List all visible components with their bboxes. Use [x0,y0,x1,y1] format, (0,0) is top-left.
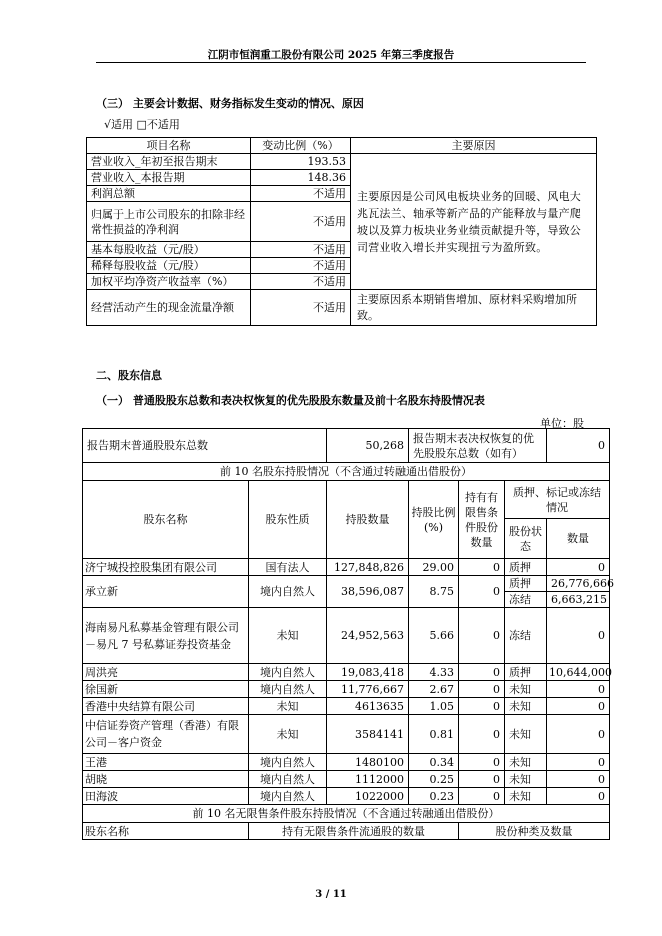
shareholder-nature: 境内自然人 [249,788,327,805]
shareholder-nature: 未知 [249,608,327,664]
shareholder-nature: 未知 [249,698,327,715]
page-number: 3 / 11 [315,889,347,900]
share-status: 质押 [505,576,547,592]
holding-quantity: 1022000 [327,788,409,805]
restricted-shares: 0 [459,681,505,698]
share-amount: 0 [547,754,610,771]
table-row [87,290,597,326]
shareholder-name: 田海波 [83,788,249,805]
section-2-subtitle: （一） 普通股股东总数和表决权恢复的优先股股东数量及前十名股东持股情况表 [96,394,485,407]
holding-quantity: 1112000 [327,771,409,788]
top10-title-row [83,463,610,481]
total-shareholders-row [83,429,610,463]
table-row [83,698,610,715]
holding-percent: 0.25 [409,771,459,788]
share-amount: 10,644,000 [547,664,610,681]
change-ratio: 不适用 [251,274,351,290]
share-status: 质押 [505,664,547,681]
share-status: 质押 [505,559,547,576]
item-name: 加权平均净资产收益率（%） [87,274,251,290]
shareholder-name: 香港中央结算有限公司 [83,698,249,715]
shareholder-nature: 未知 [249,715,327,754]
unrestricted-col-type: 股份种类及数量 [459,823,610,840]
holding-quantity: 19,083,418 [327,664,409,681]
item-name: 经营活动产生的现金流量净额 [87,290,251,326]
table-row [87,154,597,170]
change-ratio: 不适用 [251,242,351,258]
holding-percent: 0.81 [409,715,459,754]
item-name: 稀释每股收益（元/股） [87,258,251,274]
shareholder-nature: 国有法人 [249,559,327,576]
share-status: 未知 [505,681,547,698]
holding-quantity: 127,848,826 [327,559,409,576]
holding-quantity: 1480100 [327,754,409,771]
shareholders-table [82,428,614,840]
col-holding-percent: 持股比例(%) [409,481,459,559]
table-row [83,715,610,754]
table-row [83,576,610,592]
holding-percent: 0.34 [409,754,459,771]
unit-label: 单位：股 [540,417,584,430]
change-ratio: 不适用 [251,258,351,274]
main-reason-1: 主要原因是公司风电板块业务的回暖、风电大兆瓦法兰、轴承等新产品的产能释放与量产爬坡以及算力板块业务业绩贡献提升等，导致公司营业收入增长并实现扭亏为盈所致。 [351,154,597,290]
share-status: 冻结 [505,608,547,664]
unrestricted-title: 前 10 名无限售条件股东持股情况（不含通过转融通出借股份） [83,805,610,823]
restricted-shares: 0 [459,608,505,664]
restricted-shares: 0 [459,698,505,715]
share-amount: 0 [547,559,610,576]
change-ratio: 不适用 [251,290,351,326]
share-amount: 0 [547,715,610,754]
unrestricted-col-quantity: 持有无限售条件流通股的数量 [249,823,459,840]
share-status: 未知 [505,788,547,805]
holding-percent: 2.67 [409,681,459,698]
share-amount: 6,663,215 [547,592,610,608]
shareholder-nature: 境内自然人 [249,576,327,608]
share-amount: 0 [547,681,610,698]
total-shareholders-value: 50,268 [327,429,409,463]
restricted-shares: 0 [459,715,505,754]
col-pledge-status: 质押、标记或冻结情况 [505,481,610,519]
item-name: 营业收入_年初至报告期末 [87,154,251,170]
holding-percent: 5.66 [409,608,459,664]
change-ratio: 148.36 [251,170,351,186]
unrestricted-col-name: 股东名称 [83,823,249,840]
item-name: 基本每股收益（元/股） [87,242,251,258]
shareholder-nature: 境内自然人 [249,771,327,788]
unrestricted-header-row [83,823,610,840]
share-amount: 0 [547,698,610,715]
holding-quantity: 38,596,087 [327,576,409,608]
restricted-shares: 0 [459,559,505,576]
shareholder-nature: 境内自然人 [249,681,327,698]
shareholder-name: 胡晓 [83,771,249,788]
change-ratio: 不适用 [251,202,351,242]
shareholder-name: 中信证券资产管理（香港）有限公司－客户资金 [83,715,249,754]
holding-percent: 0.23 [409,788,459,805]
restricted-shares: 0 [459,788,505,805]
main-reason-2: 主要原因系本期销售增加、原材料采购增加所致。 [351,290,597,326]
share-amount: 0 [547,788,610,805]
holding-quantity: 4613635 [327,698,409,715]
holding-quantity: 3584141 [327,715,409,754]
table-row [83,681,610,698]
total-shareholders-label: 报告期末普通股股东总数 [83,429,327,463]
table-row [83,771,610,788]
applicable-checkbox-line: √适用 □不适用 [104,118,180,131]
holding-percent: 8.75 [409,576,459,608]
item-name: 归属于上市公司股东的扣除非经常性损益的净利润 [87,202,251,242]
change-ratio: 193.53 [251,154,351,170]
preferred-shareholders-value: 0 [547,429,610,463]
col-shareholder-nature: 股东性质 [249,481,327,559]
preferred-shareholders-label: 报告期末表决权恢复的优先股股东总数（如有） [409,429,547,463]
share-amount: 0 [547,608,610,664]
share-amount: 26,776,666 [547,576,610,592]
table-header-row [87,138,597,154]
table-row [83,754,610,771]
restricted-shares: 0 [459,576,505,608]
accounting-changes-table [86,137,597,326]
col-shareholder-name: 股东名称 [83,481,249,559]
header-item: 项目名称 [87,138,251,154]
share-status: 未知 [505,698,547,715]
header-divider [96,62,586,63]
holding-percent: 4.33 [409,664,459,681]
restricted-shares: 0 [459,754,505,771]
unrestricted-title-row [83,805,610,823]
header-reason: 主要原因 [351,138,597,154]
item-name: 利润总额 [87,186,251,202]
shareholder-name: 济宁城投控股集团有限公司 [83,559,249,576]
section-3-title: （三） 主要会计数据、财务指标发生变动的情况、原因 [96,97,364,110]
share-status: 未知 [505,771,547,788]
restricted-shares: 0 [459,664,505,681]
shareholder-name: 王港 [83,754,249,771]
shareholder-name: 承立新 [83,576,249,608]
page-header-title: 江阴市恒润重工股份有限公司 2025 年第三季度报告 [207,49,455,61]
table-row [83,664,610,681]
share-status: 冻结 [505,592,547,608]
holding-percent: 1.05 [409,698,459,715]
header-ratio: 变动比例（%） [251,138,351,154]
change-ratio: 不适用 [251,186,351,202]
section-2-title: 二、股东信息 [96,369,162,382]
shareholder-name: 徐国新 [83,681,249,698]
col-share-status: 股份状态 [505,519,547,559]
holding-quantity: 24,952,563 [327,608,409,664]
share-amount: 0 [547,771,610,788]
table-row [83,559,610,576]
share-status: 未知 [505,715,547,754]
holding-percent: 29.00 [409,559,459,576]
shareholder-nature: 境内自然人 [249,664,327,681]
shareholder-name: 海南易凡私募基金管理有限公司－易凡 7 号私募证券投资基金 [83,608,249,664]
top10-title: 前 10 名股东持股情况（不含通过转融通出借股份） [83,463,610,481]
col-restricted-shares: 持有有限售条件股份数量 [459,481,505,559]
column-header-row [83,481,610,519]
restricted-shares: 0 [459,771,505,788]
shareholder-name: 周洪亮 [83,664,249,681]
share-status: 未知 [505,754,547,771]
table-row [83,608,610,664]
table-row [83,788,610,805]
col-holding-quantity: 持股数量 [327,481,409,559]
item-name: 营业收入_本报告期 [87,170,251,186]
col-amount: 数量 [547,519,610,559]
holding-quantity: 11,776,667 [327,681,409,698]
shareholder-nature: 境内自然人 [249,754,327,771]
